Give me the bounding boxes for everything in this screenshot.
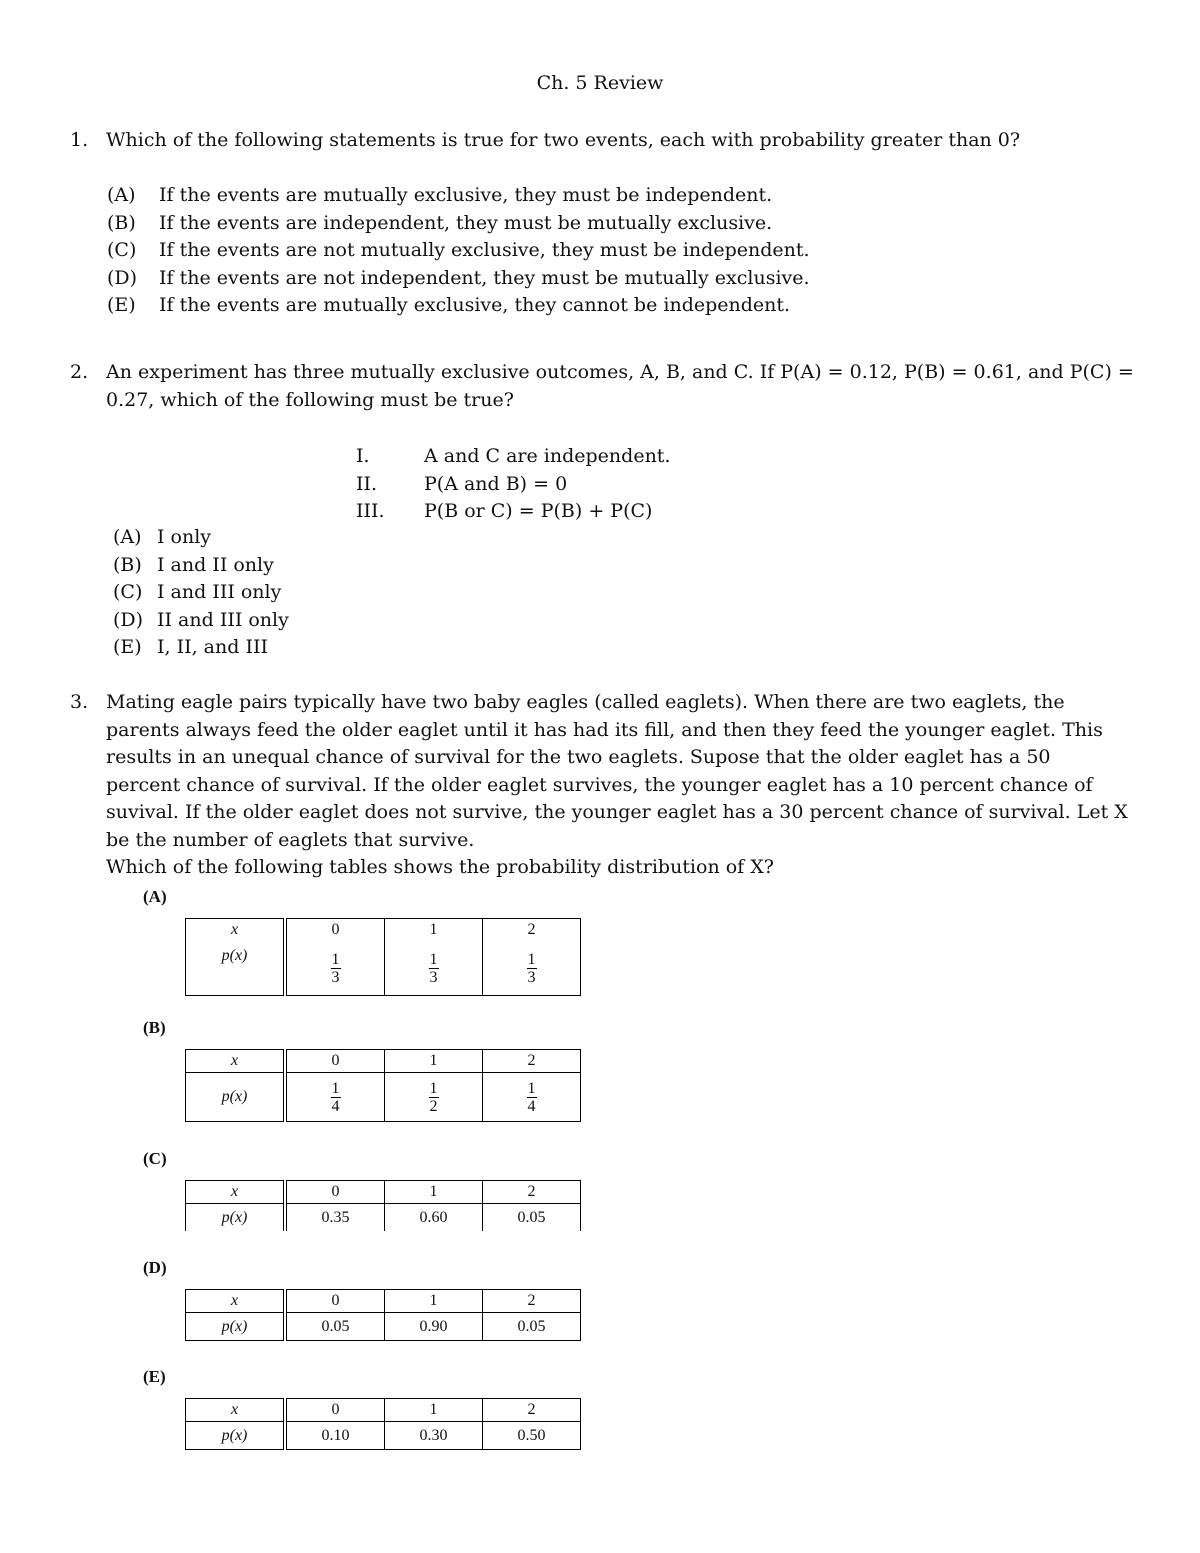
table-row <box>186 1050 581 1073</box>
table-row <box>186 1204 581 1232</box>
distribution-table <box>185 1180 581 1231</box>
table-label: (E) <box>143 1367 166 1386</box>
x-header: x <box>186 919 286 942</box>
statement-number: II. <box>356 472 378 495</box>
table-row <box>186 919 581 942</box>
choice <box>107 292 810 320</box>
statement-text: A and C are independent. <box>424 445 671 467</box>
table-row <box>186 1073 581 1122</box>
denominator: 2 <box>429 1097 438 1115</box>
question-2 <box>70 359 1150 414</box>
x-header: x <box>186 1399 286 1422</box>
numerator: 1 <box>331 1079 340 1097</box>
x-value: 0 <box>331 921 340 938</box>
x-value: 1 <box>385 919 483 942</box>
table-label: (A) <box>143 887 167 906</box>
x-header: x <box>186 1050 286 1073</box>
table-row <box>186 1313 581 1341</box>
p-value <box>483 941 581 996</box>
table-row <box>186 941 581 996</box>
x-value: 2 <box>483 919 581 942</box>
table-label: (C) <box>143 1149 167 1168</box>
distribution-table <box>185 1398 581 1450</box>
distribution-table <box>185 1289 581 1341</box>
choice <box>107 237 810 265</box>
table-label: (D) <box>143 1258 167 1277</box>
x-value: 0 <box>331 1292 340 1309</box>
question-text: An experiment has three mutually exclusive outcomes, A, B, and C. If P(A) = 0.12, P(B) = 0.61, and P(C) = 0.27, which of the following must be true? <box>106 361 1134 411</box>
p-value <box>285 941 385 996</box>
p-value: 0.30 <box>385 1422 483 1450</box>
choice-text: I and II only <box>157 553 274 576</box>
choice <box>107 182 810 210</box>
table-row <box>186 1181 581 1204</box>
choice-label: (B) <box>113 553 142 576</box>
choice <box>113 524 289 552</box>
x-value: 2 <box>483 1399 581 1422</box>
x-value: 2 <box>483 1050 581 1073</box>
choice-text: If the events are not mutually exclusive, they must be independent. <box>159 239 810 261</box>
distribution-table <box>185 918 581 996</box>
p-header: p(x) <box>186 1204 286 1232</box>
q1-choices <box>107 182 810 320</box>
question-text: Mating eagle pairs typically have two baby eagles (called eaglets). When there are two eaglets, the parents always feed the older eaglet until it has had its fill, and then they feed the younger eaglet. This results in an unequal chance of survival for the two eaglets. Supose that the older eaglet has a 50 percent chance of survival. If the older eaglet survives, the younger eaglet has a 10 percent chance of suvival. If the older eaglet does not survive, the younger eaglet has a 30 percent chance of survival. Let X be the number of eaglets that survive. <box>106 691 1128 851</box>
p-value <box>285 1073 385 1122</box>
statement-number: III. <box>356 500 385 522</box>
choice-label: (A) <box>113 526 142 548</box>
p-value: 0.05 <box>321 1317 350 1335</box>
choice <box>113 607 289 635</box>
x-value: 0 <box>331 1052 340 1069</box>
p-value: 0.90 <box>385 1313 483 1341</box>
fraction <box>429 951 439 986</box>
fraction <box>331 951 341 986</box>
numerator: 1 <box>527 1079 536 1097</box>
denominator: 3 <box>331 968 340 986</box>
q2-statements <box>356 443 670 526</box>
choice-text: If the events are independent, they must be mutually exclusive. <box>159 211 773 234</box>
numerator: 1 <box>331 950 340 968</box>
fraction <box>429 1080 439 1115</box>
table-label: (B) <box>143 1018 166 1037</box>
p-value: 0.05 <box>483 1204 581 1232</box>
q2-choices <box>113 524 289 662</box>
numerator: 1 <box>527 950 536 968</box>
p-header: p(x) <box>186 941 286 996</box>
p-value: 0.50 <box>483 1422 581 1450</box>
choice-label: (A) <box>107 184 136 206</box>
choice <box>113 552 289 580</box>
choice-text: If the events are mutually exclusive, they must be independent. <box>159 184 773 206</box>
question-number: 2. <box>70 361 89 383</box>
denominator: 3 <box>527 968 536 986</box>
x-value: 1 <box>385 1290 483 1313</box>
question-number: 1. <box>70 129 89 151</box>
x-value: 2 <box>483 1290 581 1313</box>
x-value: 2 <box>483 1181 581 1204</box>
choice <box>107 210 810 238</box>
page-title: Ch. 5 Review <box>536 72 664 94</box>
distribution-table <box>185 1049 581 1122</box>
statement <box>356 498 670 526</box>
statement <box>356 443 670 471</box>
choice <box>113 579 289 607</box>
table-row <box>186 1290 581 1313</box>
fraction <box>331 1080 341 1115</box>
p-value: 0.10 <box>321 1426 350 1444</box>
question-number: 3. <box>70 691 89 713</box>
p-value <box>385 1073 483 1122</box>
statement-text: P(A and B) = 0 <box>424 472 568 495</box>
choice-label: (C) <box>113 581 143 603</box>
x-value: 0 <box>331 1401 340 1418</box>
choice-label: (C) <box>107 239 137 261</box>
x-value: 1 <box>385 1050 483 1073</box>
p-value <box>483 1073 581 1122</box>
question-prompt: Which of the following tables shows the probability distribution of X? <box>106 856 774 878</box>
numerator: 1 <box>429 950 438 968</box>
statement-number: I. <box>356 445 370 467</box>
denominator: 3 <box>429 968 438 986</box>
p-value <box>385 941 483 996</box>
choice-label: (D) <box>113 608 144 631</box>
choice-text: I and III only <box>157 581 282 603</box>
question-1 <box>70 127 1150 155</box>
p-value: 0.35 <box>321 1208 350 1226</box>
x-value: 1 <box>385 1181 483 1204</box>
choice <box>113 634 289 662</box>
choice-text: I only <box>157 526 212 548</box>
fraction <box>527 951 537 986</box>
numerator: 1 <box>429 1079 438 1097</box>
table-row <box>186 1422 581 1450</box>
p-value: 0.05 <box>483 1313 581 1341</box>
choice-text: If the events are not independent, they must be mutually exclusive. <box>159 266 810 289</box>
x-header: x <box>186 1290 286 1313</box>
choice-label: (E) <box>107 294 136 316</box>
denominator: 4 <box>331 1097 340 1115</box>
table-row <box>186 1399 581 1422</box>
choice <box>107 265 810 293</box>
x-value: 0 <box>331 1183 340 1200</box>
p-header: p(x) <box>186 1073 286 1122</box>
denominator: 4 <box>527 1097 536 1115</box>
statement-text: P(B or C) = P(B) + P(C) <box>424 500 653 522</box>
statement <box>356 471 670 499</box>
question-3 <box>70 689 1130 882</box>
choice-label: (B) <box>107 211 136 234</box>
choice-text: II and III only <box>157 608 289 631</box>
p-header: p(x) <box>186 1422 286 1450</box>
fraction <box>527 1080 537 1115</box>
choice-text: If the events are mutually exclusive, they cannot be independent. <box>159 294 791 316</box>
choice-text: I, II, and III <box>157 636 268 658</box>
choice-label: (D) <box>107 266 138 289</box>
x-value: 1 <box>385 1399 483 1422</box>
p-value: 0.60 <box>385 1204 483 1232</box>
p-header: p(x) <box>186 1313 286 1341</box>
choice-label: (E) <box>113 636 142 658</box>
x-header: x <box>186 1181 286 1204</box>
question-text: Which of the following statements is true for two events, each with probability greater than 0? <box>106 129 1021 151</box>
